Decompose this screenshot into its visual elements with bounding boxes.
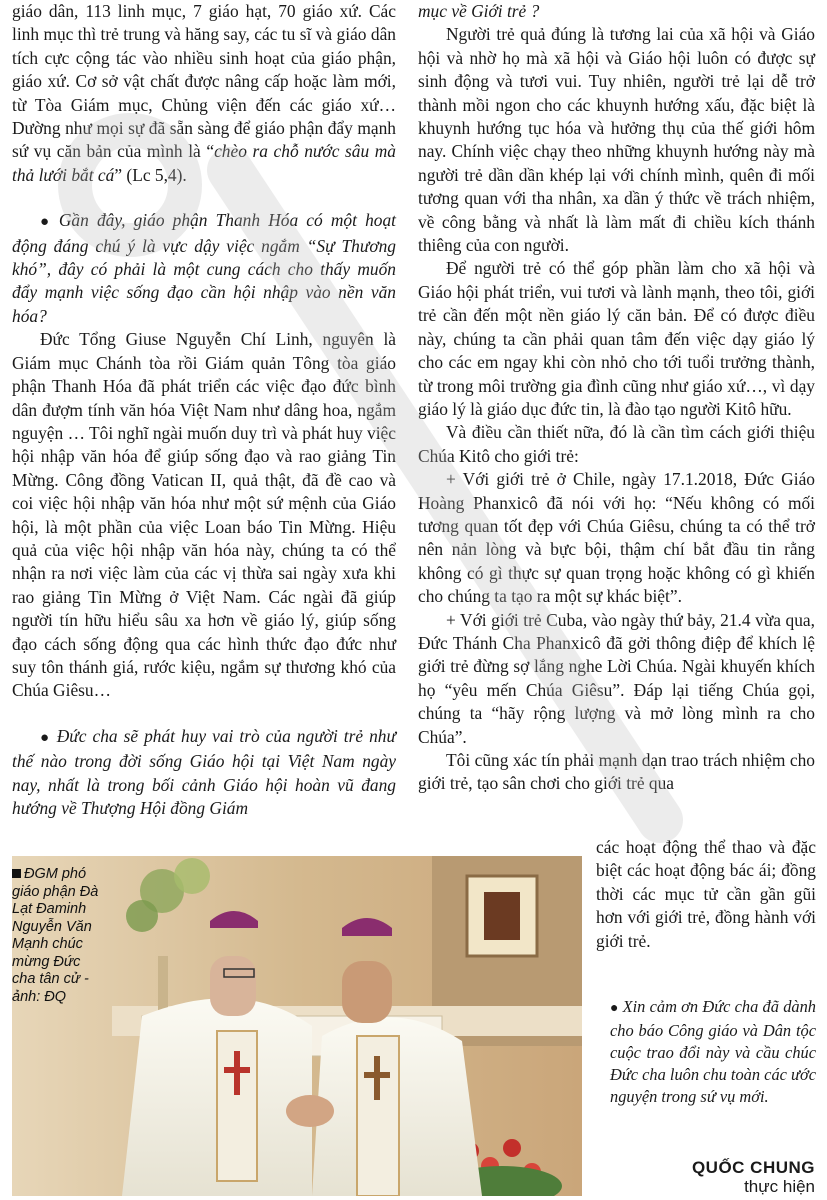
paragraph: giáo dân, 113 linh mục, 7 giáo hạt, 70 giáo xứ. Các linh mục thì trẻ trung và hăng say, các tu sĩ và giáo dân tích cực cộng tác vào nhiều sinh hoạt của giáo phận, giáo xứ. Cơ sở vật chất được nâng cấp hoặc làm mới, từ Tòa Giám mục, Chủng viện đến các giáo xứ… Dường như mọi sự đã sẵn sàng để giáo phận đẩy mạnh sứ vụ căn bản của mình là “chèo ra chỗ nước sâu mà thả lưới bắt cá” (Lc 5,4). [12, 1, 396, 185]
paragraph: + Với giới trẻ ở Chile, ngày 17.1.2018, Đức Giáo Hoàng Phanxicô đã nói với họ: “Nếu không có mối tương quan tốt đẹp với Chúa Giêsu, chúng ta có thể trở nên nản lòng và bực bội, thậm chí bắt đầu tin rằng không có gì thực sự quan trọng hoặc không có gì khiến cho chúng ta tạo ra một sự khác biệt”. [418, 469, 815, 607]
byline [692, 1158, 815, 1196]
paragraph: Và điều cần thiết nữa, đó là cần tìm cách giới thiệu Chúa Kitô cho giới trẻ: [418, 422, 815, 466]
interview-answer: Đức Tổng Giuse Nguyễn Chí Linh, nguyên là Giám mục Chánh tòa rồi Giám quản Tông tòa giáo phận Thanh Hóa đã phát triển các việc đạo đức bình dân đượm tính văn hóa Việt Nam như dâng hoa, ngắm nguyện … Tôi nghĩ ngài muốn duy trì và phát huy việc hội nhập văn hóa để giúp sống đạo và rao giảng Tin Mừng. Công đồng Vatican II, quả thật, đã đề cao và coi việc hội nhập văn hóa như một sứ mệnh của Giáo hội, là một phần của việc Loan báo Tin Mừng. Hiệu quả của việc hội nhập văn hóa này, chúng ta có thể nhận ra nơi việc làm của các vị thừa sai ngày xưa khi rao giảng Tin Mừng ở Việt Nam. Các ngài đã giúp người tín hữu hiểu sâu xa hơn về giáo lý, giúp sống đạo cách sống động qua các hình thức đạo đức như suy tôn thánh giá, rước kiệu, ngắm sự thương khó của Chúa Giêsu… [12, 329, 396, 701]
paragraph: Tôi cũng xác tín phải mạnh dạn trao trách nhiệm cho giới trẻ, tạo sân chơi cho giới trẻ qua [418, 750, 815, 794]
paragraph: Để người trẻ có thể góp phần làm cho xã hội và Giáo hội phát triển, vui tươi và lành mạnh, theo tôi, giới trẻ cần đến một nền giáo lý căn bản. Để có được điều này, chúng ta cần phải quan tâm đến việc dạy giáo lý cho các em ngay khi còn nhỏ cho tới tuổi trưởng thành, từ trong môi trường gia đình cũng như giáo xứ…, vì dạy giáo lý là giáo dục đức tin, là đào tạo người Kitô hữu. [418, 258, 815, 419]
paragraph: + Với giới trẻ Cuba, vào ngày thứ bảy, 21.4 vừa qua, Đức Thánh Cha Phanxicô đã gởi thông điệp để khích lệ giới trẻ đừng sợ lắng nghe Lời Chúa. Ngài khuyến khích họ “yêu mến Chúa Giêsu”. Đáp lại tiếng Chúa gọi, chúng ta “hãy rộng lượng và mở lòng mình ra cho Chúa”. [418, 609, 815, 747]
bullet-icon: ● [610, 1001, 619, 1016]
bullet-icon: ● [40, 214, 53, 231]
bullet-icon: ● [40, 729, 51, 746]
paragraph-continued: các hoạt động thể thao và đặc biệt các hoạt động bác ái; đồng thời các mục tử cần gần gũi hơn với giới trẻ, đồng hành với giới trẻ. [596, 837, 816, 951]
interview-question: ● Gần đây, giáo phận Thanh Hóa có một hoạt động đáng chú ý là vực dậy việc ngắm “Sự Thương khó”, đây có phải là một cung cách cho thấy muốn đẩy mạnh việc sống đạo cần hội nhập vào nền văn hóa? [12, 210, 396, 326]
author-role: thực hiện [744, 1177, 815, 1196]
photo-caption: ĐGM phó giáo phận Đà Lạt Đaminh Nguyễn Văn Mạnh chúc mừng Đức cha tân cử - ảnh: ĐQ [12, 866, 99, 1005]
paragraph: Người trẻ quả đúng là tương lai của xã hội và Giáo hội và nhờ họ mà xã hội và Giáo hội luôn có được sự sinh động và tươi vui. Tuy nhiên, người trẻ lại dễ trở thành mồi ngon cho các khuynh hướng xấu, đặc biệt là khuynh hướng tục hóa và hưởng thụ của thế giới hôm nay. Chính việc chạy theo những khuynh hướng này mà người trẻ dần dần khép lại với chính mình, quên đi mối tương quan với tha nhân, xa dần ý thức về trách nhiệm, về công bằng và nhất là làm mất đi chiều kích thánh thiêng của con người. [418, 24, 815, 256]
interview-question: ● Đức cha sẽ phát huy vai trò của người trẻ như thế nào trong đời sống Giáo hội tại Việt Nam ngày nay, nhất là trong bối cảnh Giáo hội hoàn vũ đang hướng về Thượng Hội đồng Giám [12, 725, 396, 818]
author-name: QUỐC CHUNG [691, 1158, 815, 1177]
interview-question-continued: mục về Giới trẻ ? [418, 1, 540, 21]
left-column [12, 0, 396, 820]
closing-remark: ● Xin cảm ơn Đức cha đã dành cho báo Công giáo và Dân tộc cuộc trao đổi này và cầu chúc Đức cha luôn chu toàn các ước nguyện trong sứ vụ mới. [610, 997, 816, 1106]
right-column [418, 0, 815, 796]
scripture-quote: chèo ra chỗ nước sâu mà thả lưới bắt cá [12, 141, 396, 185]
caption-marker-icon [12, 869, 21, 878]
